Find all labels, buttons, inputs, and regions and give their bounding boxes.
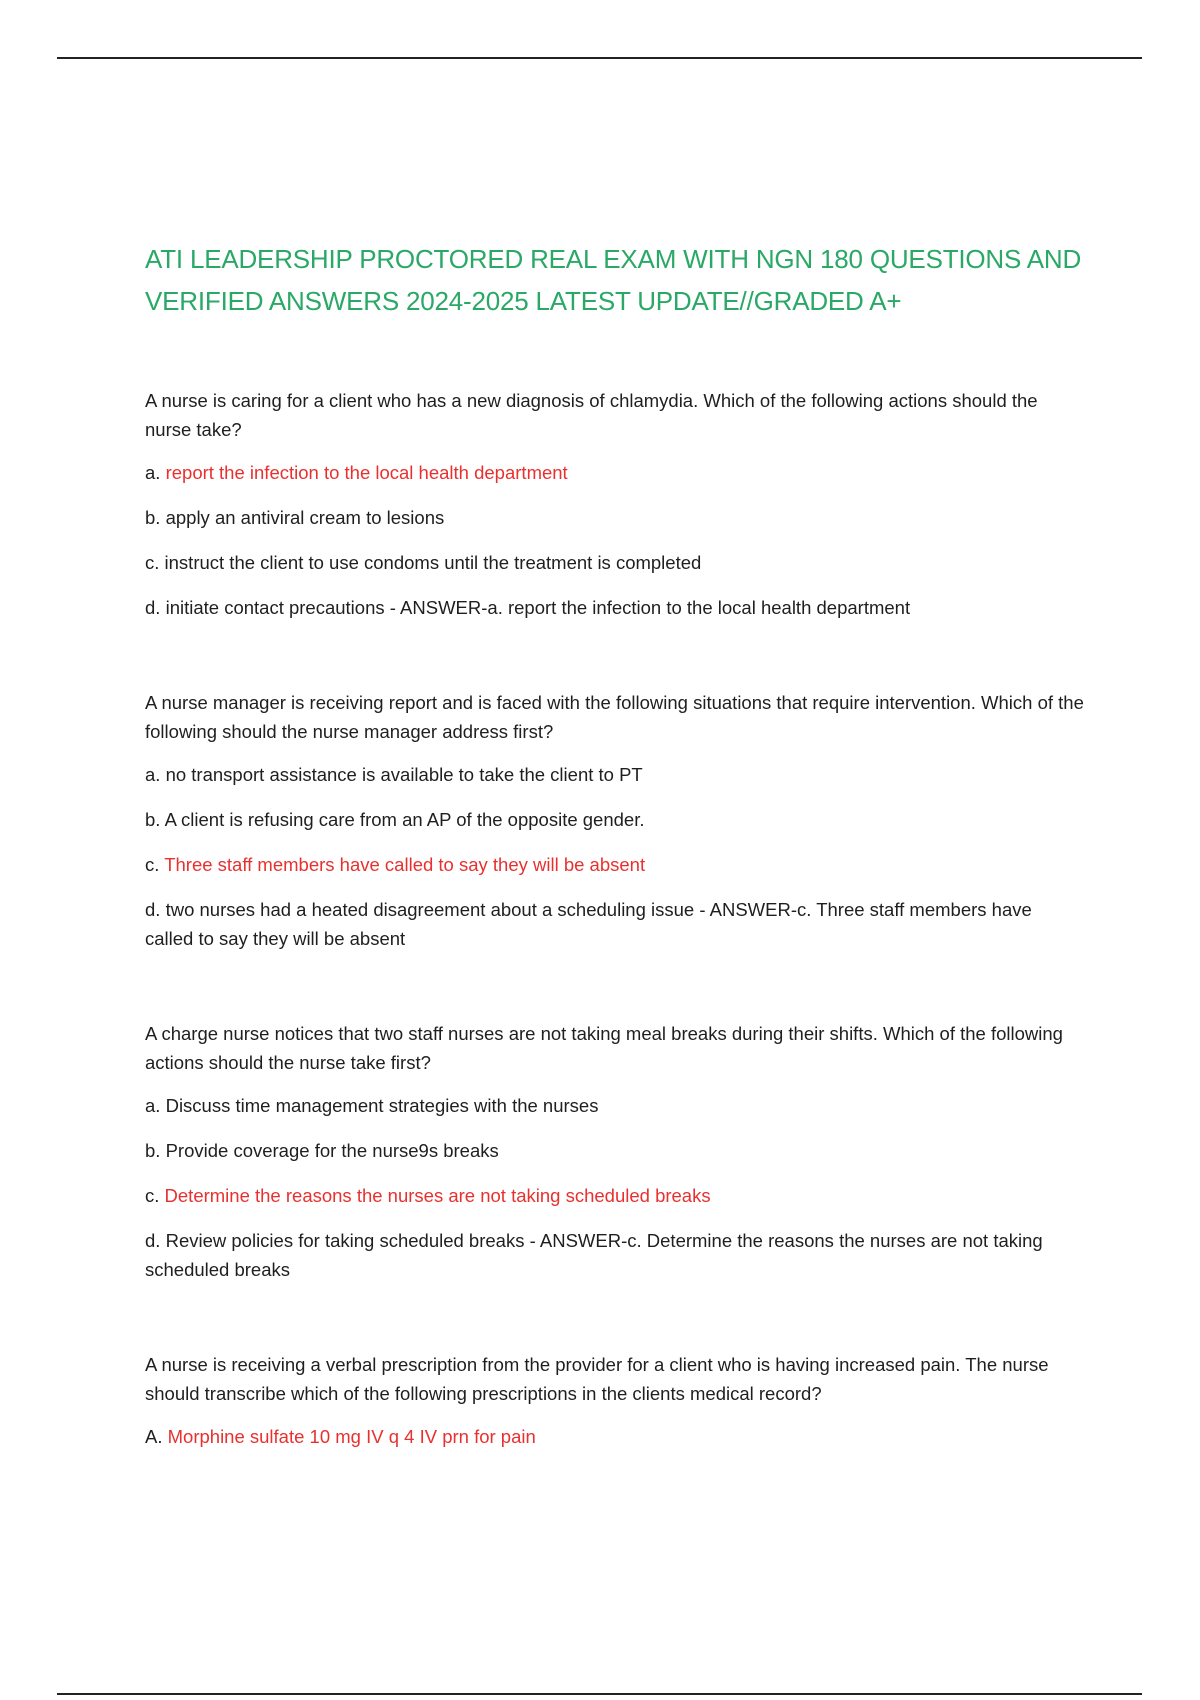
option-text: no transport assistance is available to take the client to PT — [165, 764, 643, 785]
question-4 — [145, 1350, 1085, 1451]
option-text: apply an antiviral cream to lesions — [165, 507, 445, 528]
answer-key: - ANSWER-c. Determine the reasons the nurses are not taking scheduled breaks — [145, 1230, 1043, 1280]
bottom-rule — [57, 1693, 1142, 1695]
option-b — [145, 805, 1085, 834]
option-c — [145, 850, 1085, 879]
option-prefix: c. — [145, 1185, 165, 1206]
option-text: Provide coverage for the nurse9s breaks — [165, 1140, 499, 1161]
option-b — [145, 1136, 1085, 1165]
correct-option-text: Morphine sulfate 10 mg IV q 4 IV prn for pain — [167, 1426, 536, 1447]
option-text: initiate contact precautions — [165, 597, 385, 618]
option-c — [145, 548, 1085, 577]
question-stem: A nurse is caring for a client who has a new diagnosis of chlamydia. Which of the following actions should the nurse take? — [145, 390, 1038, 440]
question-2 — [145, 688, 1085, 953]
option-text: A client is refusing care from an AP of the opposite gender. — [164, 809, 645, 830]
option-prefix: d. — [145, 1230, 166, 1251]
option-prefix: A. — [145, 1426, 168, 1447]
correct-option-text: report the infection to the local health department — [165, 462, 568, 483]
option-prefix: c. — [145, 854, 165, 875]
option-text: two nurses had a heated disagreement about a scheduling issue — [165, 899, 695, 920]
option-a — [145, 1091, 1085, 1120]
option-prefix: b. — [145, 1140, 166, 1161]
option-b — [145, 503, 1085, 532]
option-a — [145, 1422, 1085, 1451]
document-body — [145, 238, 1085, 1517]
option-prefix: b. — [145, 507, 166, 528]
option-a — [145, 760, 1085, 789]
question-stem: A nurse manager is receiving report and is faced with the following situations that require intervention. Which of the following should the nurse manager address first? — [145, 692, 1084, 742]
option-prefix: c. — [145, 552, 165, 573]
option-text: Discuss time management strategies with the nurses — [165, 1095, 599, 1116]
option-prefix: b. — [145, 809, 165, 830]
question-3 — [145, 1019, 1085, 1284]
question-stem: A charge nurse notices that two staff nurses are not taking meal breaks during their shifts. Which of the following actions should the nurse take first? — [145, 1023, 1063, 1073]
answer-key: - ANSWER-a. report the infection to the local health department — [384, 597, 911, 618]
option-d — [145, 1226, 1085, 1284]
option-prefix: a. — [145, 764, 166, 785]
question-stem: A nurse is receiving a verbal prescription from the provider for a client who is having increased pain. The nurse should transcribe which of the following prescriptions in the clients medical record? — [145, 1354, 1049, 1404]
answer-key: - ANSWER-c. Three staff members have called to say they will be absent — [145, 899, 1032, 949]
option-d — [145, 593, 1085, 622]
question-1 — [145, 386, 1085, 622]
option-text: Review policies for taking scheduled breaks — [165, 1230, 525, 1251]
top-rule — [57, 57, 1142, 59]
option-text: instruct the client to use condoms until the treatment is completed — [164, 552, 702, 573]
document-title: ATI LEADERSHIP PROCTORED REAL EXAM WITH NGN 180 QUESTIONS AND VERIFIED ANSWERS 2024-2025 LATEST UPDATE//GRADED A+ — [145, 244, 1082, 316]
option-c — [145, 1181, 1085, 1210]
option-prefix: d. — [145, 899, 166, 920]
option-a — [145, 458, 1085, 487]
option-prefix: a. — [145, 1095, 166, 1116]
correct-option-text: Three staff members have called to say they will be absent — [164, 854, 646, 875]
option-d — [145, 895, 1085, 953]
option-prefix: d. — [145, 597, 166, 618]
correct-option-text: Determine the reasons the nurses are not taking scheduled breaks — [164, 1185, 711, 1206]
option-prefix: a. — [145, 462, 166, 483]
